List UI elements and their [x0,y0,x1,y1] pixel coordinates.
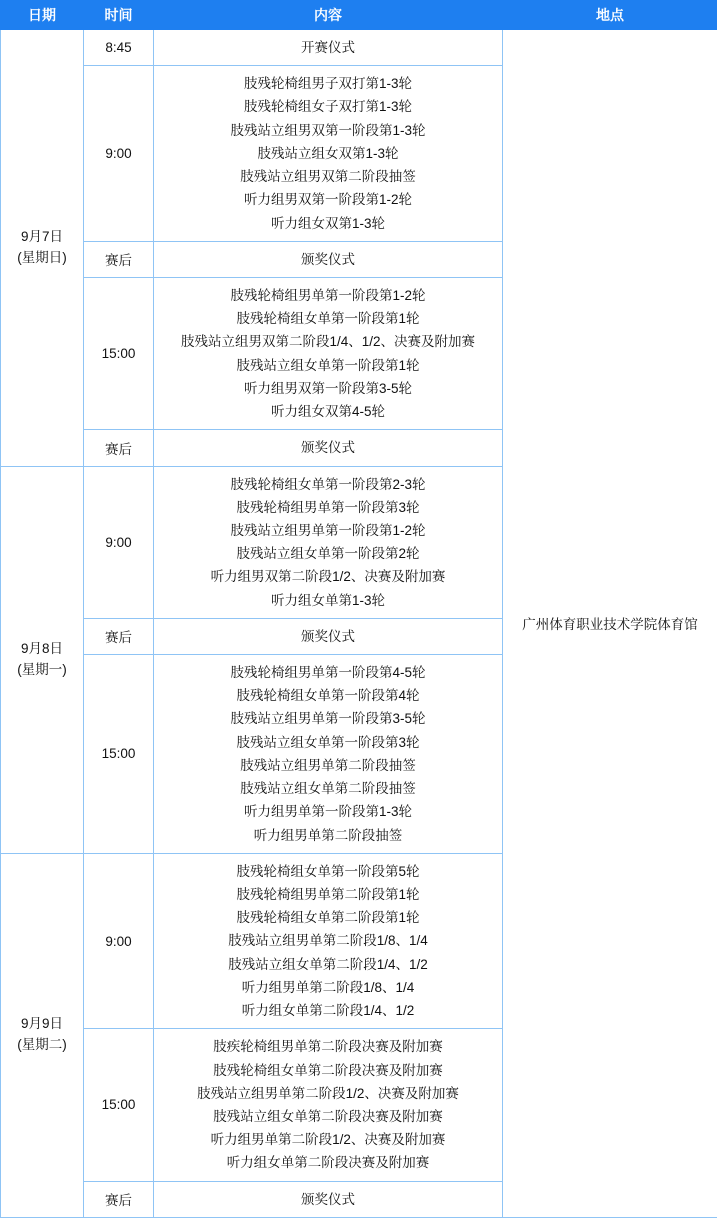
content-line: 肢残轮椅组女单第一阶段第2-3轮 [156,473,500,496]
content-line: 肢残站立组男双第二阶段1/4、1/2、决赛及附加赛 [156,330,500,353]
weekday-label: (星期日) [3,248,81,269]
content-line: 肢残站立组女单第二阶段决赛及附加赛 [156,1105,500,1128]
date-label: 9月7日 [3,227,81,248]
content-line: 肢残轮椅组女子双打第1-3轮 [156,95,500,118]
time-cell: 赛后 [84,241,154,277]
content-line: 肢残站立组男双第一阶段第1-3轮 [156,119,500,142]
header-content: 内容 [154,1,503,30]
content-line: 肢残轮椅组男单第一阶段第3轮 [156,496,500,519]
content-cell [154,466,503,618]
content-line: 肢残站立组男单第二阶段抽签 [156,754,500,777]
content-line: 肢残轮椅组男子双打第1-3轮 [156,72,500,95]
time-cell: 9:00 [84,66,154,242]
content-line: 肢残轮椅组男单第一阶段第4-5轮 [156,661,500,684]
time-cell: 15:00 [84,277,154,429]
weekday-label: (星期二) [3,1035,81,1056]
time-cell: 9:00 [84,466,154,618]
content-line: 肢残站立组女单第二阶段1/4、1/2 [156,953,500,976]
content-line: 肢残站立组女单第一阶段第1轮 [156,354,500,377]
table-row [1,30,717,66]
content-line: 肢残轮椅组女单第二阶段决赛及附加赛 [156,1059,500,1082]
date-label: 9月9日 [3,1014,81,1035]
time-cell: 赛后 [84,618,154,654]
content-cell [154,1029,503,1181]
venue-cell: 广州体育职业技术学院体育馆 [503,30,717,1218]
content-line: 肢残站立组女单第一阶段第3轮 [156,731,500,754]
content-line: 开赛仪式 [156,36,500,59]
date-label: 9月8日 [3,639,81,660]
content-line: 听力组男单第二阶段1/2、决赛及附加赛 [156,1128,500,1151]
content-line: 肢疾轮椅组男单第二阶段决赛及附加赛 [156,1035,500,1058]
content-line: 听力组男单第二阶段抽签 [156,824,500,847]
content-line: 听力组女单第二阶段决赛及附加赛 [156,1151,500,1174]
content-line: 听力组女双第4-5轮 [156,400,500,423]
time-cell: 赛后 [84,430,154,466]
content-line: 肢残轮椅组女单第一阶段第4轮 [156,684,500,707]
content-line: 肢残站立组男单第一阶段第3-5轮 [156,707,500,730]
content-line: 肢残轮椅组女单第一阶段第1轮 [156,307,500,330]
content-line: 听力组男双第一阶段第3-5轮 [156,377,500,400]
time-cell: 赛后 [84,1181,154,1217]
content-line: 肢残站立组男单第一阶段第1-2轮 [156,519,500,542]
content-cell [154,277,503,429]
content-cell [154,66,503,242]
content-line: 肢残站立组女单第一阶段第2轮 [156,542,500,565]
content-line: 肢残轮椅组男单第二阶段第1轮 [156,883,500,906]
content-cell [154,655,503,854]
table-header-row [1,1,717,30]
content-line: 肢残站立组男双第二阶段抽签 [156,165,500,188]
time-cell: 15:00 [84,1029,154,1181]
header-venue: 地点 [503,1,717,30]
content-line: 肢残轮椅组女单第二阶段第1轮 [156,906,500,929]
content-line: 肢残轮椅组女单第一阶段第5轮 [156,860,500,883]
header-time: 时间 [84,1,154,30]
content-line: 肢残站立组女单第二阶段抽签 [156,777,500,800]
content-line: 听力组女单第1-3轮 [156,589,500,612]
header-date: 日期 [1,1,84,30]
date-cell [1,466,84,853]
content-line: 听力组女单第二阶段1/4、1/2 [156,999,500,1022]
content-line: 听力组女双第1-3轮 [156,212,500,235]
content-line: 颁奖仪式 [156,1188,500,1211]
time-cell: 8:45 [84,30,154,66]
content-line: 颁奖仪式 [156,248,500,271]
content-line: 颁奖仪式 [156,436,500,459]
content-line: 肢残轮椅组男单第一阶段第1-2轮 [156,284,500,307]
content-line: 听力组男单第二阶段1/8、1/4 [156,976,500,999]
content-cell [154,241,503,277]
date-cell [1,30,84,467]
table-body [1,30,717,1218]
content-line: 肢残站立组女双第1-3轮 [156,142,500,165]
content-line: 肢残站立组男单第二阶段1/8、1/4 [156,929,500,952]
time-cell: 15:00 [84,655,154,854]
date-cell [1,853,84,1217]
time-cell: 9:00 [84,853,154,1029]
content-line: 听力组男双第二阶段1/2、决赛及附加赛 [156,565,500,588]
content-line: 肢残站立组男单第二阶段1/2、决赛及附加赛 [156,1082,500,1105]
content-cell [154,853,503,1029]
content-cell [154,30,503,66]
content-line: 听力组男单第一阶段第1-3轮 [156,800,500,823]
content-cell [154,1181,503,1217]
weekday-label: (星期一) [3,660,81,681]
content-line: 颁奖仪式 [156,625,500,648]
content-cell [154,430,503,466]
content-line: 听力组男双第一阶段第1-2轮 [156,188,500,211]
content-cell [154,618,503,654]
